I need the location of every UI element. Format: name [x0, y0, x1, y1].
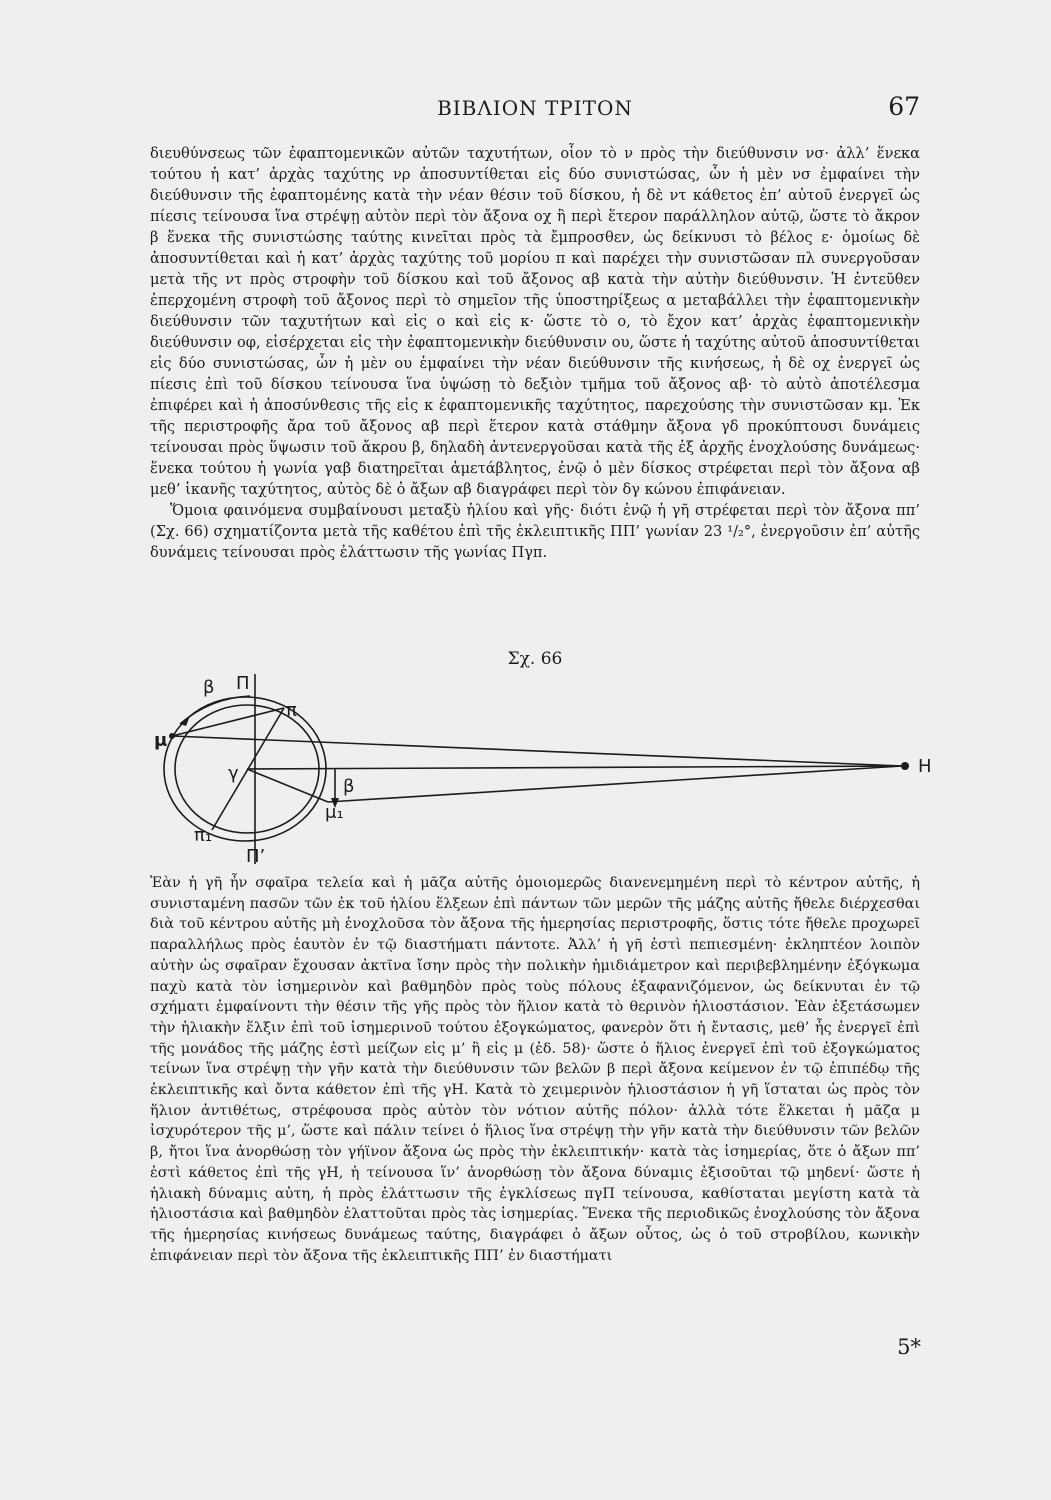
label-beta-top: β [203, 677, 215, 698]
page-number: 67 [888, 92, 920, 121]
label-Pi-bottom: Π’ [246, 846, 266, 867]
ray-top [172, 736, 902, 766]
diagonal-upper [172, 708, 284, 736]
text-block-bottom [150, 873, 920, 1266]
figure-66 [150, 666, 930, 866]
figure-caption: Σχ. 66 [507, 649, 563, 669]
label-mu1: μ₁ [325, 802, 344, 823]
running-title: ΒΙΒΛΙΟΝ ΤΡΙΤΟΝ [437, 96, 633, 120]
paragraph: Ἐὰν ἡ γῆ ἦν σφαῖρα τελεία καὶ ἡ μᾶζα αὐτῆς ὁμοιομερῶς διανενεμημένη περὶ τὸ κέντρον αὐτῆς, ἡ συνισταμένη πασῶν τῶν ἐκ τοῦ ἡλίου ἕλξεων ἐπὶ πάντων τῶν μερῶν τῆς μάζης αὐτῆς ἤθελε διέρχεσθαι διὰ τοῦ κέντρου αὐτῆς μὴ ἐνοχλοῦσα τὸν ἄξονα τῆς ἡμερησίας περιστροφῆς, ὅστις τότε ἤθελε προχωρεῖ παραλλήλως πρὸς ἑαυτὸν ἐν τῷ διαστήματι πάντοτε. Ἀλλ’ ἡ γῆ ἐστὶ πεπιεσμένη· ἐκληπτέον λοιπὸν αὐτὴν ὡς σφαῖραν ἔχουσαν ἀκτῖνα ἴσην πρὸς τὴν πολικὴν ἡμιδιάμετρον καὶ περιβεβλημένην ἐξόγκωμα παχὺ κατὰ τὸν ἰσημερινὸν καὶ βαθμηδὸν πρὸς τοὺς πόλους ἐξαφανιζόμενον, ὡς δείκνυται ἐν τῷ σχήματι ἐμφαίνοντι τὴν θέσιν τῆς γῆς πρὸς τὸν ἥλιον κατὰ τὸ θερινὸν ἡλιοστάσιον. Ἐὰν ἐξετάσωμεν τὴν ἡλιακὴν ἕλξιν ἐπὶ τοῦ ἰσημερινοῦ τούτου ἐξογκώματος, φανερὸν ὅτι ἡ ἔντασις, μεθ’ ἧς ἐνεργεῖ ἐπὶ τῆς μονάδος τῆς μάζης ἐστὶ μείζων εἰς μ’ ἢ εἰς μ (ἐδ. 58)· ὥστε ὁ ἥλιος ἐνεργεῖ ἐπὶ τοῦ ἐξογκώματος τείνων ἵνα στρέψῃ τὴν γῆν κατὰ τὴν διεύθυνσιν τῶν βελῶν β περὶ ἄξονα κείμενον ἐν τῷ ἐπιπέδῳ τῆς ἐκλειπτικῆς καὶ ὄντα κάθετον ἐπὶ τῆς γΗ. Κατὰ τὸ χειμερινὸν ἡλιοστάσιον ἡ γῆ ἵσταται ὡς πρὸς τὸν ἥλιον ἀντιθέτως, στρέφουσα πρὸς αὐτὸν τὸν νότιον αὐτῆς πόλον· ἀλλὰ τότε ἕλκεται ἡ μᾶζα μ ἰσχυρότερον τῆς μ’, ὥστε καὶ πάλιν τείνει ὁ ἥλιος ἵνα στρέψῃ τὴν γῆν κατὰ τὴν διεύθυνσιν τῶν βελῶν β, ἤτοι ἵνα ἀνορθώσῃ τὸν γήϊνον ἄξονα ὡς πρὸς τὴν ἐκλειπτικήν· κατὰ τὰς ἰσημερίας, ὅτε ὁ ἄξων ππ’ ἐστὶ κάθετος ἐπὶ τῆς γΗ, ἡ τείνουσα ἵν’ ἀνορθώσῃ τὸν ἄξονα δύναμις ἐξισοῦται τῷ μηδενί· ὥστε ἡ ἡλιακὴ δύναμις αὐτη, ἡ πρὸς ἐλάττωσιν τῆς ἐγκλίσεως πγΠ τείνουσα, καθίσταται μεγίστη κατὰ τὰ ἡλιοστάσια καὶ βαθμηδὸν ἐλαττοῦται πρὸς τὰς ἰσημερίας. Ἕνεκα τῆς περιοδικῶς ἐνοχλούσης τὸν ἄξονα τῆς ἡμερησίας κινήσεως δυνάμεως ταύτης, διαγράφει ὁ ἄξων οὗτος, ὡς ὁ τοῦ στροβίλου, κωνικὴν ἐπιφάνειαν περὶ τὸν ἄξονα τῆς ἐκλειπτικῆς ΠΠ’ ἐν διαστήματι [150, 875, 920, 1264]
text-block-top [150, 143, 920, 563]
label-pi-top: π [286, 700, 297, 721]
label-gamma: γ [228, 763, 239, 784]
label-beta-mid: β [343, 776, 355, 797]
ray-center [247, 766, 902, 769]
label-Pi-top: Π [236, 673, 250, 694]
diagonal-lower [247, 769, 328, 802]
ray-bottom [328, 766, 902, 802]
label-pi1: π₁ [194, 825, 213, 846]
paragraph: Ὅμοια φαινόμενα συμβαίνουσι μεταξὺ ἡλίου καὶ γῆς· διότι ἐνῷ ἡ γῆ στρέφεται περὶ τὸν ἄξονα ππ’ (Σχ. 66) σχηματίζοντα μετὰ τῆς καθέτου ἐπὶ τῆς ἐκλειπτικῆς ΠΠ’ γωνίαν 23 ¹/₂°, ἐνεργοῦσιν ἐπ’ αὐτῆς δυνάμεις τείνουσαι πρὸς ἐλάττωσιν τῆς γωνίας Πγπ. [150, 502, 920, 561]
sun-point [901, 762, 909, 770]
figure-diagram [150, 666, 930, 866]
paragraph: διευθύνσεως τῶν ἐφαπτομενικῶν αὐτῶν ταχυτήτων, οἷον τὸ ν πρὸς τὴν διεύθυνσιν νσ· ἀλλ’ ἕνεκα τούτου ἡ κατ’ ἀρχὰς ταχύτης νρ ἀποσυντίθεται εἰς δύο συνιστώσας, ὧν ἡ μὲν νσ ἐμφαίνει τὴν διεύθυνσιν τῆς ἐφαπτομένης κατὰ τὴν νέαν θέσιν τοῦ δίσκου, ἡ δὲ ντ κάθετος ἐπ’ αὐτοῦ ἐνεργεῖ ὡς πίεσις τείνουσα ἵνα στρέψῃ αὐτὸν περὶ τὸν ἄξονα οχ ἢ περὶ ἕτερον παράλληλον αὐτῷ, ὥστε τὸ ἄκρον β ἕνεκα τῆς συνιστώσης ταύτης κινεῖται πρὸς τὰ ἔμπροσθεν, ὡς δείκνυσι τὸ βέλος ε· ὁμοίως δὲ ἀποσυντίθεται καὶ ἡ κατ’ ἀρχὰς ταχύτης τοῦ μορίου π καὶ παρέχει τὴν συνιστῶσαν πλ συνεργοῦσαν μετὰ τῆς ντ πρὸς στροφὴν τοῦ δίσκου καὶ τοῦ ἄξονος αβ κατὰ τὴν αὐτὴν διεύθυνσιν. Ἡ ἐντεῦθεν ἐπερχομένη στροφὴ τοῦ ἄξονος περὶ τὸ σημεῖον τῆς ὑποστηρίξεως α μεταβάλλει τὴν ἐφαπτομενικὴν διεύθυνσιν τῶν ταχυτήτων καὶ εἰς ο καὶ εἰς κ· ὥστε τὸ ο, τὸ ἔχον κατ’ ἀρχὰς ἐφαπτομενικὴν διεύθυνσιν οφ, εἰσέρχεται εἰς τὴν ἐφαπτομενικὴν διεύθυνσιν ου, ὥστε ἡ ταχύτης αὐτοῦ ἀποσυντίθεται εἰς δύο συνιστώσας, ὧν ἡ μὲν ου ἐμφαίνει τὴν νέαν διεύθυνσιν τῆς κινήσεως, ἡ δὲ οχ ἐνεργεῖ ὡς πίεσις ἐπὶ τοῦ δίσκου τείνουσα ἵνα ὑψώσῃ τὸ δεξιὸν τμῆμα τοῦ ἄξονος αβ· τὸ αὐτὸ ἀποτέλεσμα ἐπιφέρει καὶ ἡ ἀποσύνθεσις τῆς εἰς κ ἐφαπτομενικῆς ταχύτητος, παρεχούσης τὴν συνιστῶσαν κμ. Ἐκ τῆς περιστροφῆς ἄρα τοῦ ἄξονος αβ περὶ ἕτερον κατὰ στάθμην ἄξονα γδ προκύπτουσι δυνάμεις τείνουσαι πρὸς ὕψωσιν τοῦ ἄκρου β, δηλαδὴ ἀντενεργοῦσαι κατὰ τῆς ἐξ ἀρχῆς ἐνοχλούσης δυνάμεως· ἕνεκα τούτου ἡ γωνία γαβ διατηρεῖται ἀμετάβλητος, ἐνῷ ὁ μὲν δίσκος στρέφεται περὶ τὸν ἄξονα αβ μεθ’ ἱκανῆς ταχύτητος, αὐτὸς δὲ ὁ ἄξων αβ διαγράφει περὶ τὸν δγ κώνου ἐπιφάνειαν. [150, 145, 920, 498]
signature-mark: 5* [897, 1335, 921, 1359]
mu-point [169, 733, 175, 739]
arrowhead-top [180, 716, 190, 726]
running-head [150, 92, 920, 126]
label-mu: μ [154, 730, 168, 751]
label-H: Η [918, 756, 932, 777]
